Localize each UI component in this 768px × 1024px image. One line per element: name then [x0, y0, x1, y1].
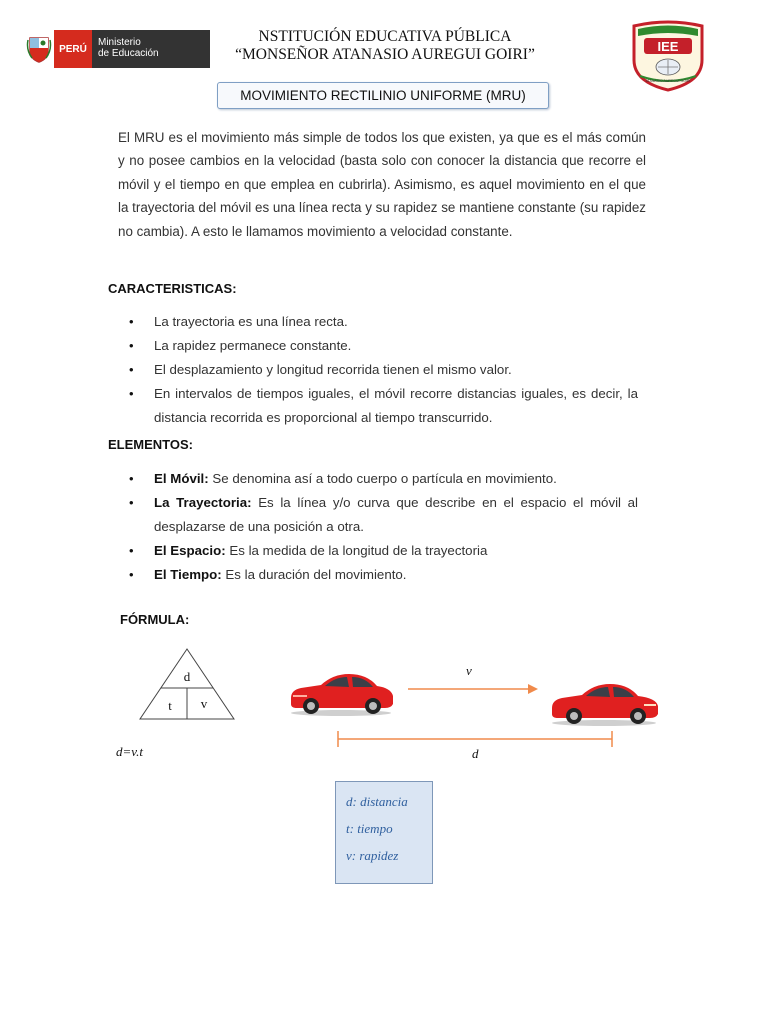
intro-paragraph: El MRU es el movimiento más simple de todos los que existen, ya que es el más común y no posee cambios en la velocidad (basta solo con conocer la distancia que recorre el móvil y el tiempo en que emplea en cubrirla). Asimismo, es aquel movimiento en el que la trayectoria del móvil es una línea recta y su rapidez se mantiene constante (su rapidez no cambia). A esto le llamamos movimiento a velocidad constante. — [118, 130, 646, 239]
element-term: El Espacio: — [154, 543, 226, 558]
characteristic-text: En intervalos de tiempos iguales, el móvil recorre distancias iguales, es decir, la distancia recorrida es proporcional al tiempo transcurrido. — [154, 386, 638, 425]
element-term: El Tiempo: — [154, 567, 222, 582]
bullet-icon: • — [129, 314, 134, 329]
arrow-right-icon — [408, 682, 538, 696]
triangle-d: d — [183, 669, 191, 684]
triangle-t: t — [168, 698, 172, 713]
list-item — [118, 358, 638, 382]
ministry-line-1: Ministerio — [98, 37, 141, 48]
bullet-icon: • — [129, 362, 134, 377]
characteristic-text: La rapidez permanece constante. — [154, 338, 352, 353]
element-term: La Trayectoria: — [154, 495, 252, 510]
list-item — [118, 382, 638, 430]
triangle-v: v — [200, 696, 208, 711]
distance-label: d — [472, 746, 479, 761]
school-name-line-1: NSTITUCIÓN EDUCATIVA PÚBLICA — [258, 28, 512, 45]
list-item — [118, 491, 638, 539]
bullet-icon: • — [129, 543, 134, 558]
bullet-icon: • — [129, 338, 134, 353]
bullet-icon: • — [129, 495, 134, 510]
characteristic-text: El desplazamiento y longitud recorrida tienen el mismo valor. — [154, 362, 512, 377]
school-name-line-2: “MONSEÑOR ATANASIO AUREGUI GOIRI” — [235, 46, 535, 63]
bullet-icon: • — [129, 471, 134, 486]
elements-list — [118, 467, 638, 587]
velocity-label: v — [466, 663, 472, 678]
badge-caption: ATANASIO AUREGUI GOIRI — [645, 79, 691, 83]
car-end-icon — [548, 678, 660, 728]
list-item — [118, 310, 638, 334]
formula-heading: FÓRMULA: — [120, 612, 190, 627]
element-term: El Móvil: — [154, 471, 209, 486]
school-badge-icon — [628, 20, 708, 92]
ministry-label — [92, 30, 210, 68]
topic-title: MOVIMIENTO RECTILINIO UNIFORME (MRU) — [217, 82, 549, 109]
formula-equation: d=v.t — [116, 744, 143, 759]
list-item — [118, 334, 638, 358]
badge-text: IEE — [657, 39, 679, 54]
country-label: PERÚ — [54, 30, 92, 68]
list-item — [118, 467, 638, 491]
characteristics-heading: CARACTERISTICAS: — [108, 281, 237, 296]
ministry-line-2: de Educación — [98, 48, 159, 59]
variable-legend — [335, 781, 433, 884]
list-item — [118, 539, 638, 563]
element-text: Es la duración del movimiento. — [221, 567, 407, 582]
car-start-icon — [287, 668, 395, 718]
element-text: Es la medida de la longitud de la trayectoria — [225, 543, 488, 558]
list-item — [118, 563, 638, 587]
element-text: Se denomina así a todo cuerpo o partícula en movimiento. — [208, 471, 557, 486]
elements-heading: ELEMENTOS: — [108, 437, 193, 452]
coat-of-arms-icon — [24, 30, 54, 68]
bullet-icon: • — [129, 386, 134, 401]
element-text: Es la línea y/o curva que describe en el espacio el móvil al desplazarse de una posición a otra. — [154, 495, 638, 534]
ministry-logo — [24, 30, 210, 68]
formula-triangle — [118, 645, 256, 725]
characteristic-text: La trayectoria es una línea recta. — [154, 314, 348, 329]
bullet-icon: • — [129, 567, 134, 582]
legend-speed: v: rapidez — [346, 848, 399, 863]
legend-distance: d: distancia — [346, 794, 408, 809]
legend-time: t: tiempo — [346, 821, 393, 836]
characteristics-list — [118, 310, 638, 430]
school-title — [210, 28, 560, 64]
